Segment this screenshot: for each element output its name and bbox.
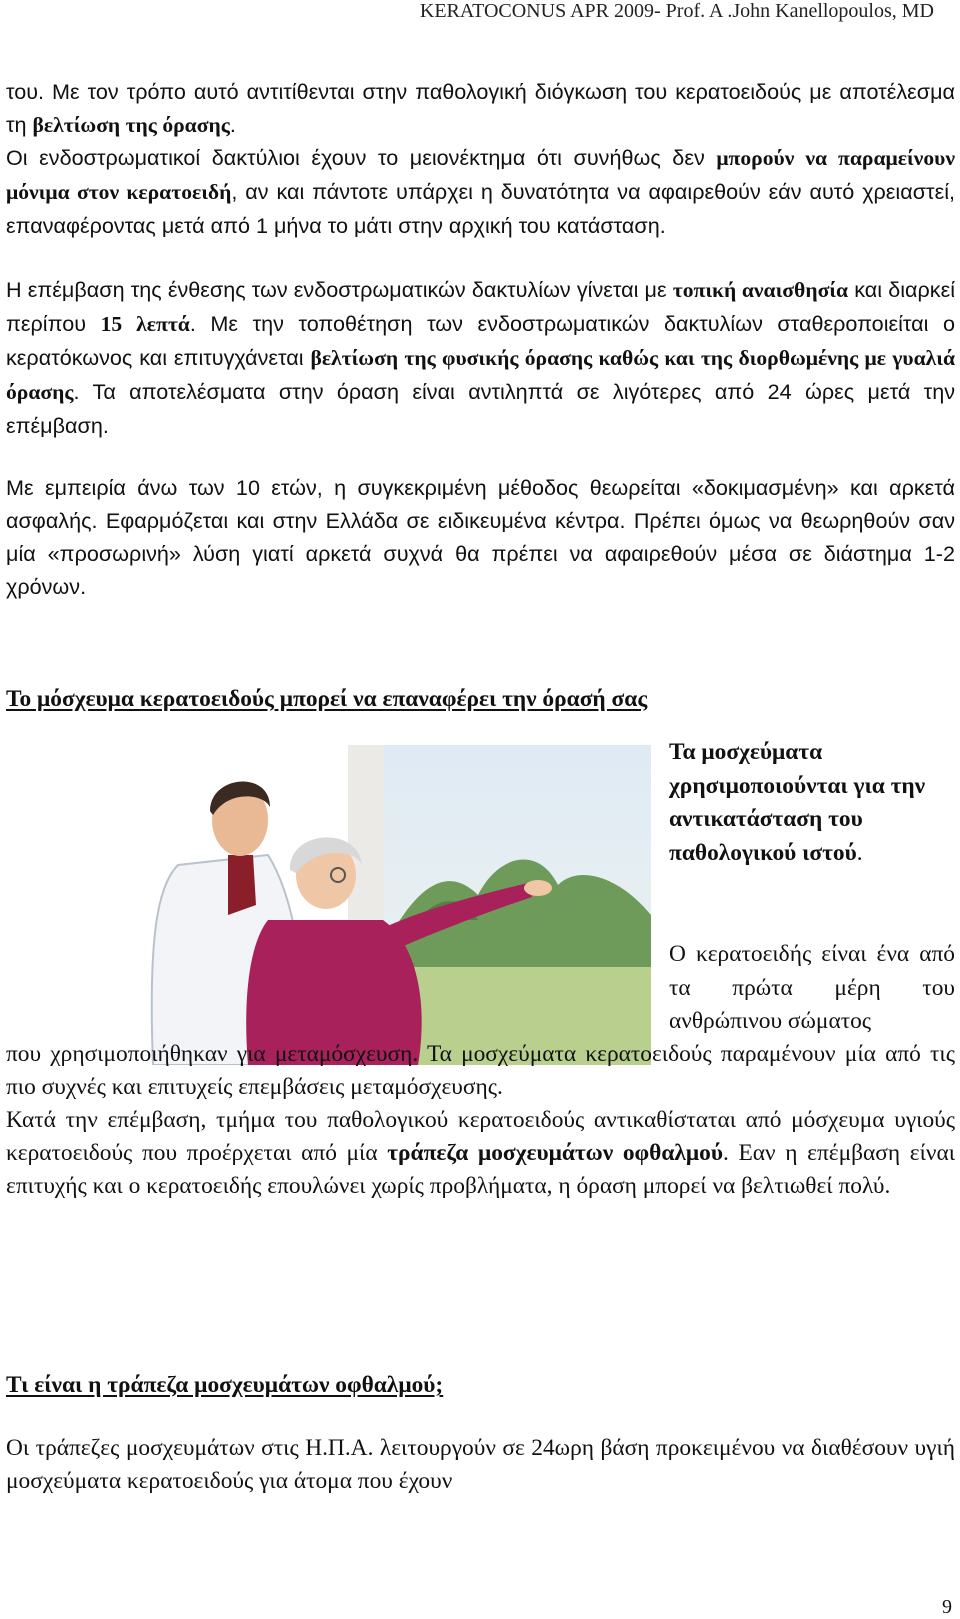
page-number: 9	[942, 1596, 952, 1618]
bold-run: Τα μοσχεύματα χρησιμοποιούνται για την αντικατάσταση του παθολογικού ιστού	[669, 739, 926, 866]
text-run: , αν και πάντοτε υπάρχει η δυνατότητα να αφαιρεθούν εάν αυτό χρειαστεί, επαναφέροντας μετά από 1 μήνα το μάτι στην αρχική του κατάσταση.	[6, 179, 955, 238]
doctor-tie	[228, 855, 256, 915]
paragraph-transplant-continuation	[6, 1038, 955, 1104]
bold-run: βελτίωση της όρασης	[32, 113, 230, 137]
section-heading-eye-bank: Τι είναι η τράπεζα μοσχευμάτων οφθαλμού;	[6, 1372, 444, 1398]
paragraph-eye-bank	[6, 1432, 955, 1498]
paragraph-ring-procedure	[6, 273, 955, 442]
bold-run: 15 λεπτά	[100, 312, 190, 336]
paragraph-graft-procedure	[6, 1104, 955, 1203]
running-header: KERATOCONUS APR 2009- Prof. A .John Kanellopoulos, MD	[419, 0, 934, 22]
bold-run: τοπική αναισθησία	[672, 278, 849, 302]
sidebar-cornea-history	[669, 938, 955, 1039]
patient-hand	[524, 880, 552, 896]
illustration-doctor-and-patient	[118, 745, 651, 1065]
text-run: .	[856, 839, 863, 866]
section-heading-corneal-graft: Το μόσχευμα κερατοειδούς μπορεί να επαναφέρει την όρασή σας	[6, 686, 648, 712]
bold-run: μπορούν να παραμείνουν μόνιμα στον κερατοειδή	[6, 146, 955, 204]
text-run: που χρησιμοποιήθηκαν για μεταμόσχευση. Τα μοσχεύματα κερατοειδούς παραμένουν μία από τις πιο συχνές και επιτυχείς επεμβάσεις μεταμόσχευσης.	[6, 1041, 955, 1100]
paragraph-ring-disadvantage	[6, 141, 955, 242]
text-run: . Τα αποτελέσματα στην όραση είναι αντιληπτά σε λιγότερες από 24 ώρες μετά την επέμβαση.	[6, 379, 955, 438]
text-run: . Εαν η επέμβαση είναι επιτυχής και ο κερατοειδής επουλώνει χωρίς προβλήματα, η όραση μπορεί να βελτιωθεί πολύ.	[6, 1140, 955, 1199]
paragraph-ring-pressure	[6, 75, 955, 142]
text-run: Η επέμβαση της ένθεσης των ενδοστρωματικών δακτυλίων γίνεται με	[6, 277, 673, 302]
text-run: του. Με τον τρόπο αυτό αντιτίθενται στην παθολογική διόγκωση του κερατοειδούς με αποτέλεσμα τη	[6, 79, 955, 137]
text-run: . Με την τοποθέτηση των ενδοστρωματικών δακτυλίων σταθεροποιείται ο κερατόκωνος και επιτυγχάνεται	[6, 311, 955, 370]
sidebar-graft-purpose	[669, 736, 955, 870]
text-run: Οι ενδοστρωματικοί δακτύλιοι έχουν το μειονέκτημα ότι συνήθως δεν	[6, 145, 717, 170]
text-run: Κατά την επέμβαση, τμήμα του παθολογικού κερατοειδούς αντικαθίσταται από μόσχευμα υγιούς κερατοειδούς που προέρχεται από μία	[6, 1107, 955, 1166]
text-run: και διαρκεί περίπου	[6, 277, 955, 336]
paragraph-ring-experience	[6, 471, 955, 603]
text-run: .	[229, 112, 236, 137]
bold-run: βελτίωση της φυσικής όρασης καθώς και της διορθωμένης με γυαλιά όρασης	[6, 346, 955, 404]
text-run: Με εμπειρία άνω των 10 ετών, η συγκεκριμένη μέθοδος θεωρείται «δοκιμασμένη» και αρκετά ασφαλής. Εφαρμόζεται και στην Ελλάδα σε ειδικευμένα κέντρα. Πρέπει όμως να θεωρηθούν σαν μία «προσωρινή» λύση γιατί αρκετά συχνά θα πρέπει να αφαιρεθούν μέσα σε διάστημα 1-2 χρόνων.	[6, 475, 955, 599]
text-run: Ο κερατοειδής είναι ένα από τα πρώτα μέρη του ανθρώπινου σώματος	[669, 941, 955, 1034]
text-run: Οι τράπεζες μοσχευμάτων στις Η.Π.Α. λειτουργούν σε 24ωρη βάση προκειμένου να διαθέσουν υγιή μοσχεύματα κερατοειδούς για άτομα που έχουν	[6, 1435, 955, 1494]
bold-run: τράπεζα μοσχευμάτων οφθαλμού	[387, 1140, 724, 1166]
